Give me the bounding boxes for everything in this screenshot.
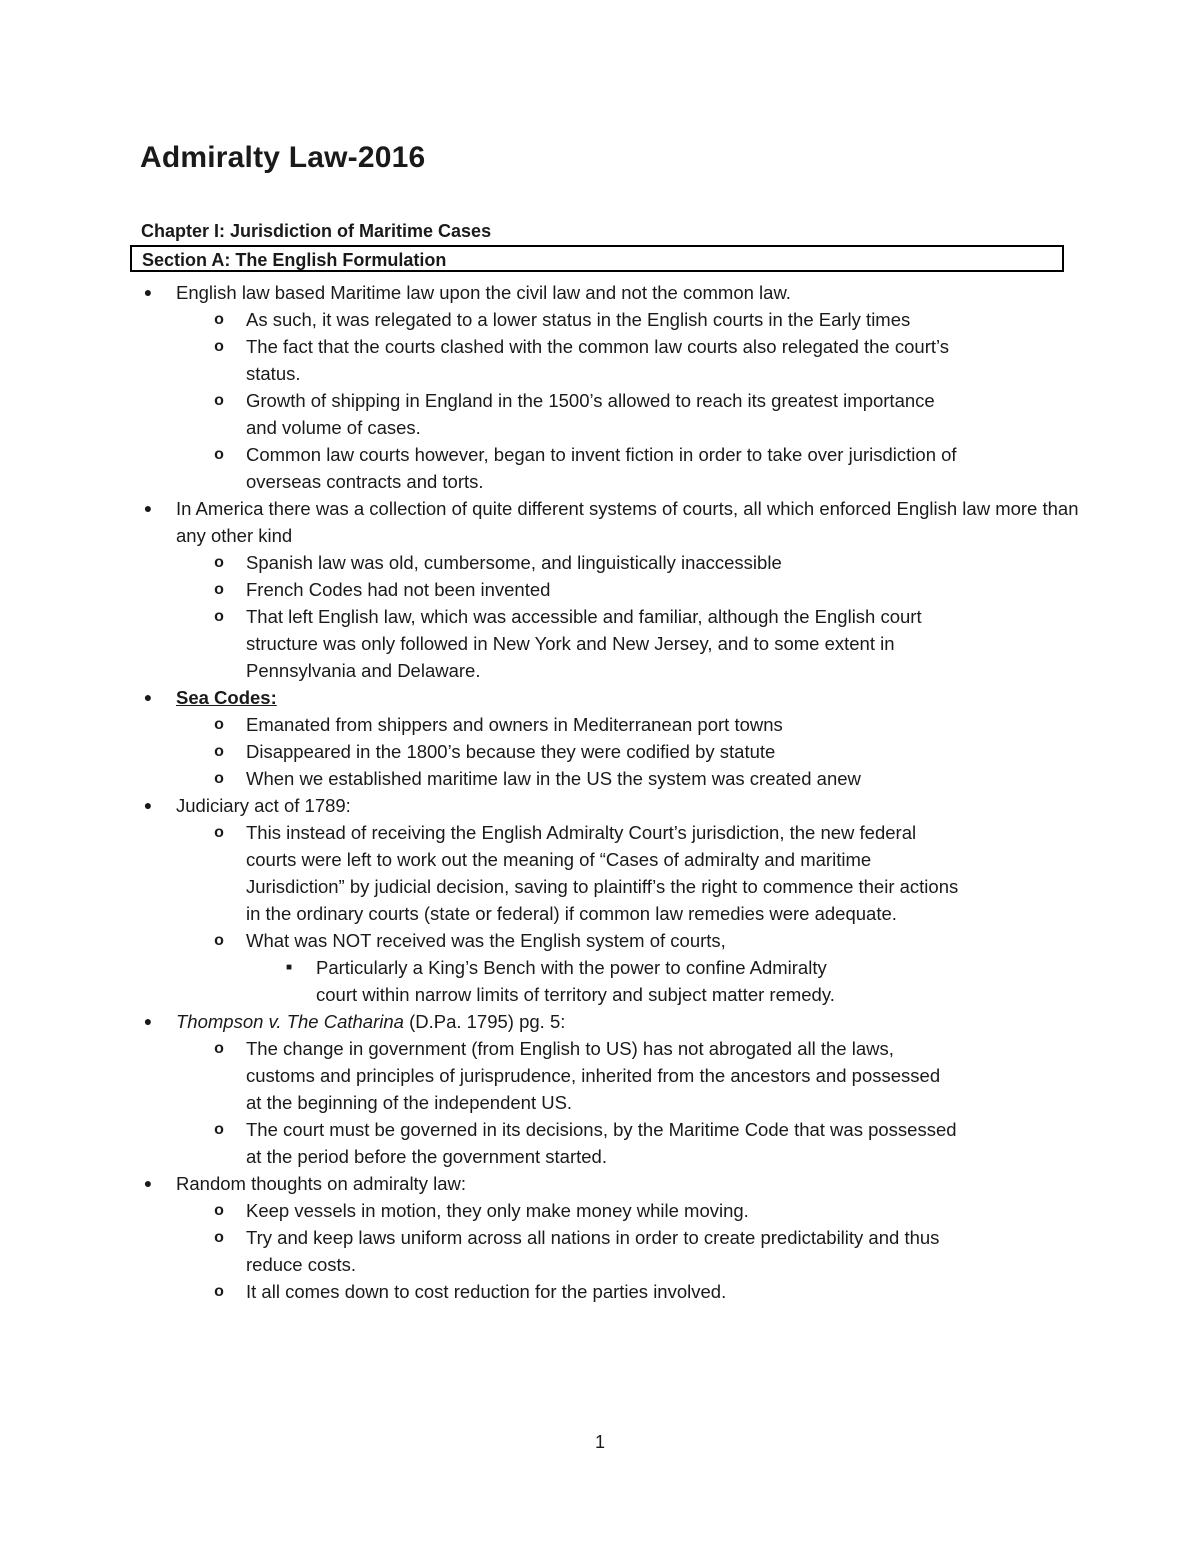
- sub-item-text: When we established maritime law in the US the system was created anew: [246, 768, 861, 789]
- sub-bullet-icon: o: [214, 1229, 224, 1246]
- sub-item-text: Growth of shipping in England in the 1500’s allowed to reach its greatest importance and volume of cases.: [246, 390, 935, 438]
- sub-bullet-icon: o: [214, 1202, 224, 1219]
- sub-bullet-icon: o: [214, 1121, 224, 1138]
- section-heading: Section A: The English Formulation: [142, 250, 447, 270]
- sea-codes-heading: Sea Codes:: [176, 687, 277, 708]
- sub-list-item: [0, 333, 1080, 387]
- sub-bullet-icon: o: [214, 770, 224, 787]
- list-item: [0, 1008, 1200, 1170]
- sub-list: [176, 819, 1080, 1008]
- sub-list-item: [0, 387, 1080, 441]
- sub-list-item: [0, 306, 1080, 333]
- list-item-text: In America there was a collection of quite different systems of courts, all which enforced English law more than any other kind: [176, 498, 1079, 546]
- sub-list-item: [0, 765, 1080, 792]
- document-title: Admiralty Law-2016: [140, 141, 426, 174]
- sub-list-item: [0, 711, 1080, 738]
- sub-item-text: That left English law, which was accessible and familiar, although the English court structure was only followed in New York and New Jersey, and to some extent in Pennsylvania and Delaware.: [246, 606, 922, 681]
- sub-sub-list-item: [0, 954, 960, 1008]
- sub-item-text: Spanish law was old, cumbersome, and linguistically inaccessible: [246, 552, 782, 573]
- sub-list-item: [0, 738, 1080, 765]
- bullet-icon: ●: [143, 797, 153, 813]
- sub-bullet-icon: o: [214, 446, 224, 463]
- page-number: 1: [594, 1432, 605, 1452]
- sub-bullet-icon: o: [214, 743, 224, 760]
- square-bullet-icon: ■: [285, 962, 293, 973]
- list-item: [0, 495, 1200, 684]
- sub-bullet-icon: o: [214, 824, 224, 841]
- sub-list-item: [0, 927, 1080, 1008]
- sub-bullet-icon: o: [214, 554, 224, 571]
- list-item: [0, 684, 1200, 792]
- sub-bullet-icon: o: [214, 338, 224, 355]
- sub-list: [176, 1035, 1080, 1170]
- sub-list-item: [0, 1197, 1080, 1224]
- sub-list: [176, 711, 1080, 792]
- case-citation: (D.Pa. 1795) pg. 5:: [403, 1011, 566, 1032]
- sub-item-text: Keep vessels in motion, they only make money while moving.: [246, 1200, 749, 1221]
- sub-list-item: [0, 576, 1080, 603]
- section-heading-box: [130, 245, 1064, 272]
- outline-content: [0, 279, 1200, 1305]
- sub-item-text: Disappeared in the 1800’s because they were codified by statute: [246, 741, 776, 762]
- sub-list-item: [0, 441, 1080, 495]
- sub-item-text: The change in government (from English to US) has not abrogated all the laws, customs and principles of jurisprudence, inherited from the ancestors and possessed at the beginning of the independent US.: [246, 1038, 941, 1113]
- bullet-list: [0, 279, 1200, 1305]
- sub-item-text: This instead of receiving the English Admiralty Court’s jurisdiction, the new federal courts were left to work out the meaning of “Cases of admiralty and maritime Jurisdiction” by judicial decision, saving to plaintiff’s the right to commence their actions in the ordinary courts (state or federal) if common law remedies were adequate.: [246, 822, 959, 924]
- sub-list-item: [0, 1224, 1080, 1278]
- bullet-icon: ●: [143, 284, 153, 300]
- sub-item-text: The court must be governed in its decisions, by the Maritime Code that was possessed at the period before the government started.: [246, 1119, 957, 1167]
- list-item-text: Random thoughts on admiralty law:: [176, 1173, 466, 1194]
- bullet-icon: ●: [143, 1175, 153, 1191]
- sub-bullet-icon: o: [214, 581, 224, 598]
- case-name-defendant: The Catharina: [286, 1011, 404, 1032]
- sub-item-text: As such, it was relegated to a lower status in the English courts in the Early times: [246, 309, 911, 330]
- list-item-text: English law based Maritime law upon the civil law and not the common law.: [176, 282, 791, 303]
- case-versus: v.: [263, 1011, 287, 1032]
- sub-bullet-icon: o: [214, 608, 224, 625]
- bullet-icon: ●: [143, 1013, 153, 1029]
- sub-bullet-icon: o: [214, 932, 224, 949]
- list-item: [0, 1170, 1200, 1305]
- sub-bullet-icon: o: [214, 392, 224, 409]
- sub-bullet-icon: o: [214, 311, 224, 328]
- chapter-heading: Chapter I: Jurisdiction of Maritime Cases: [141, 221, 492, 241]
- sub-item-text: The fact that the courts clashed with the common law courts also relegated the court’s status.: [246, 336, 950, 384]
- sub-item-text: Common law courts however, began to invent fiction in order to take over jurisdiction of overseas contracts and torts.: [246, 444, 957, 492]
- sub-bullet-icon: o: [214, 1283, 224, 1300]
- sub-list: [176, 549, 1080, 684]
- sub-item-text: French Codes had not been invented: [246, 579, 551, 600]
- bullet-icon: ●: [143, 689, 153, 705]
- sub-item-text: Try and keep laws uniform across all nations in order to create predictability and thus reduce costs.: [246, 1227, 940, 1275]
- list-item: [0, 279, 1200, 495]
- bullet-icon: ●: [143, 500, 153, 516]
- sub-list: [176, 1197, 1080, 1305]
- list-item: [0, 792, 1200, 1008]
- sub-list-item: [0, 549, 1080, 576]
- sub-sub-item-text: Particularly a King’s Bench with the power to confine Admiralty court within narrow limits of territory and subject matter remedy.: [316, 957, 835, 1005]
- sub-list-item: [0, 603, 1080, 684]
- case-name-plaintiff: Thompson: [176, 1011, 264, 1032]
- sub-list: [176, 306, 1080, 495]
- sub-list-item: [0, 819, 1080, 927]
- sub-item-text: What was NOT received was the English system of courts,: [246, 930, 726, 951]
- sub-list-item: [0, 1035, 1080, 1116]
- sub-item-text: Emanated from shippers and owners in Mediterranean port towns: [246, 714, 783, 735]
- sub-bullet-icon: o: [214, 1040, 224, 1057]
- sub-list-item: [0, 1116, 1080, 1170]
- sub-bullet-icon: o: [214, 716, 224, 733]
- sub-item-text: It all comes down to cost reduction for the parties involved.: [246, 1281, 727, 1302]
- sub-list-item: [0, 1278, 1080, 1305]
- sub-sub-list: [246, 954, 960, 1008]
- list-item-text: Judiciary act of 1789:: [176, 795, 351, 816]
